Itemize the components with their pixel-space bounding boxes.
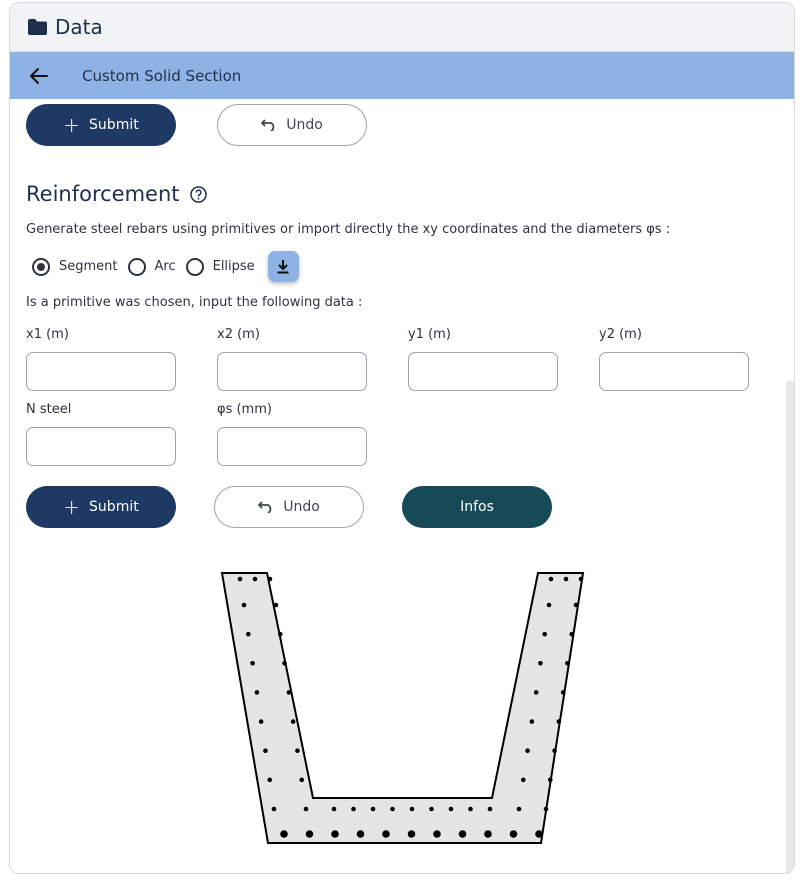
rebar-dot [332, 807, 337, 812]
rebar-dot [253, 577, 258, 582]
rebar-dot [510, 830, 518, 838]
rebar-dot [548, 778, 553, 783]
rebar-dot [547, 603, 552, 608]
rebar-dot [267, 778, 272, 783]
infos-button[interactable] [402, 486, 552, 528]
undo-label: Undo [283, 499, 320, 515]
rebar-dot [331, 830, 339, 838]
rebar-dot [382, 830, 390, 838]
rebar-dot [534, 690, 539, 695]
rebar-dot [552, 748, 557, 753]
n-steel-label: N steel [26, 402, 72, 417]
panel-title: Data [55, 15, 103, 39]
rebar-dot [569, 632, 574, 637]
rebar-dot [561, 690, 566, 695]
top-submit-label: Submit [89, 117, 139, 133]
rebar-dot [530, 719, 535, 724]
import-button[interactable] [268, 251, 299, 282]
infos-label: Infos [460, 499, 494, 515]
rebar-dot [268, 577, 273, 582]
rebar-dot [564, 577, 569, 582]
rebar-dot [255, 690, 260, 695]
rebar-dot [351, 807, 356, 812]
rebar-dot [272, 807, 277, 812]
rebar-dot [542, 632, 547, 637]
rebar-dot [408, 830, 416, 838]
x2-label: x2 (m) [217, 327, 260, 342]
rebar-dot [306, 830, 314, 838]
rebar-dot [287, 690, 292, 695]
rebar-dot [259, 719, 264, 724]
section-subbar [10, 52, 794, 99]
rebar-dot [557, 719, 562, 724]
phi-s-label: φs (mm) [217, 402, 272, 417]
concrete-section-shape [222, 573, 583, 843]
rebar-dot [280, 830, 288, 838]
rebar-dot [250, 661, 255, 666]
radio-ellipse[interactable] [186, 258, 204, 276]
top-undo-button[interactable] [217, 104, 367, 146]
radio-segment[interactable] [32, 258, 50, 276]
plus-icon: + [63, 113, 81, 137]
rebar-dot [468, 807, 473, 812]
submit-button[interactable] [26, 486, 176, 528]
rebar-dot [521, 778, 526, 783]
rebar-dot [282, 661, 287, 666]
rebar-dot [246, 632, 251, 637]
folder-icon [28, 19, 47, 35]
rebar-dot [390, 807, 395, 812]
top-undo-label: Undo [286, 117, 323, 133]
reinforcement-description: Generate steel rebars using primitives or import directly the xy coordinates and the diameters φs : [26, 222, 671, 237]
radio-segment-label[interactable]: Segment [59, 259, 118, 274]
x1-label: x1 (m) [26, 327, 69, 342]
rebar-dot [484, 830, 492, 838]
plus-icon: + [63, 495, 81, 519]
y1-label: y1 (m) [408, 327, 451, 342]
rebar-dot [278, 632, 283, 637]
rebar-dot [291, 719, 296, 724]
form-content [10, 100, 795, 874]
data-panel [9, 2, 795, 874]
undo-icon [258, 501, 274, 513]
radio-arc-label[interactable]: Arc [154, 259, 176, 274]
arrow-left-icon[interactable] [29, 66, 49, 86]
y2-label: y2 (m) [599, 327, 642, 342]
reinforcement-title: Reinforcement [26, 182, 180, 206]
undo-icon [261, 119, 277, 131]
undo-button[interactable] [214, 486, 364, 528]
scrollbar[interactable] [786, 380, 794, 874]
rebar-dot [535, 830, 543, 838]
rebar-dot [304, 807, 309, 812]
subbar-title: Custom Solid Section [82, 66, 242, 85]
rebar-dot [549, 577, 554, 582]
top-submit-button[interactable] [26, 104, 176, 146]
y2-field[interactable] [599, 352, 749, 391]
submit-label: Submit [89, 499, 139, 515]
reinforcement-heading [26, 182, 207, 206]
rebar-dot [238, 577, 243, 582]
n-steel-field[interactable] [26, 427, 176, 466]
rebar-dot [433, 830, 441, 838]
question-circle-icon[interactable] [190, 186, 207, 203]
rebar-dot [263, 748, 268, 753]
rebar-dot [357, 830, 365, 838]
rebar-dot [299, 778, 304, 783]
cross-section-preview [210, 567, 610, 867]
rebar-dot [449, 807, 454, 812]
radio-ellipse-label[interactable]: Ellipse [212, 259, 255, 274]
rebar-dot [410, 807, 415, 812]
primitive-prompt: Is a primitive was chosen, input the following data : [26, 295, 363, 310]
phi-s-field[interactable] [217, 427, 367, 466]
x1-field[interactable] [26, 352, 176, 391]
rebar-dot [579, 577, 584, 582]
rebar-dot [517, 807, 522, 812]
rebar-dot [274, 603, 279, 608]
rebar-dot [488, 807, 493, 812]
rebar-dot [429, 807, 434, 812]
rebar-dot [371, 807, 376, 812]
primitive-selector [32, 251, 299, 282]
radio-arc[interactable] [128, 258, 146, 276]
rebar-dot [565, 661, 570, 666]
rebar-dot [544, 807, 549, 812]
rebar-dot [538, 661, 543, 666]
download-icon [276, 259, 290, 274]
rebar-dot [525, 748, 530, 753]
rebar-dot [295, 748, 300, 753]
rebar-dot [242, 603, 247, 608]
y1-field[interactable] [408, 352, 558, 391]
x2-field[interactable] [217, 352, 367, 391]
rebar-dot [459, 830, 467, 838]
rebar-dot [574, 603, 579, 608]
panel-header [10, 3, 794, 52]
